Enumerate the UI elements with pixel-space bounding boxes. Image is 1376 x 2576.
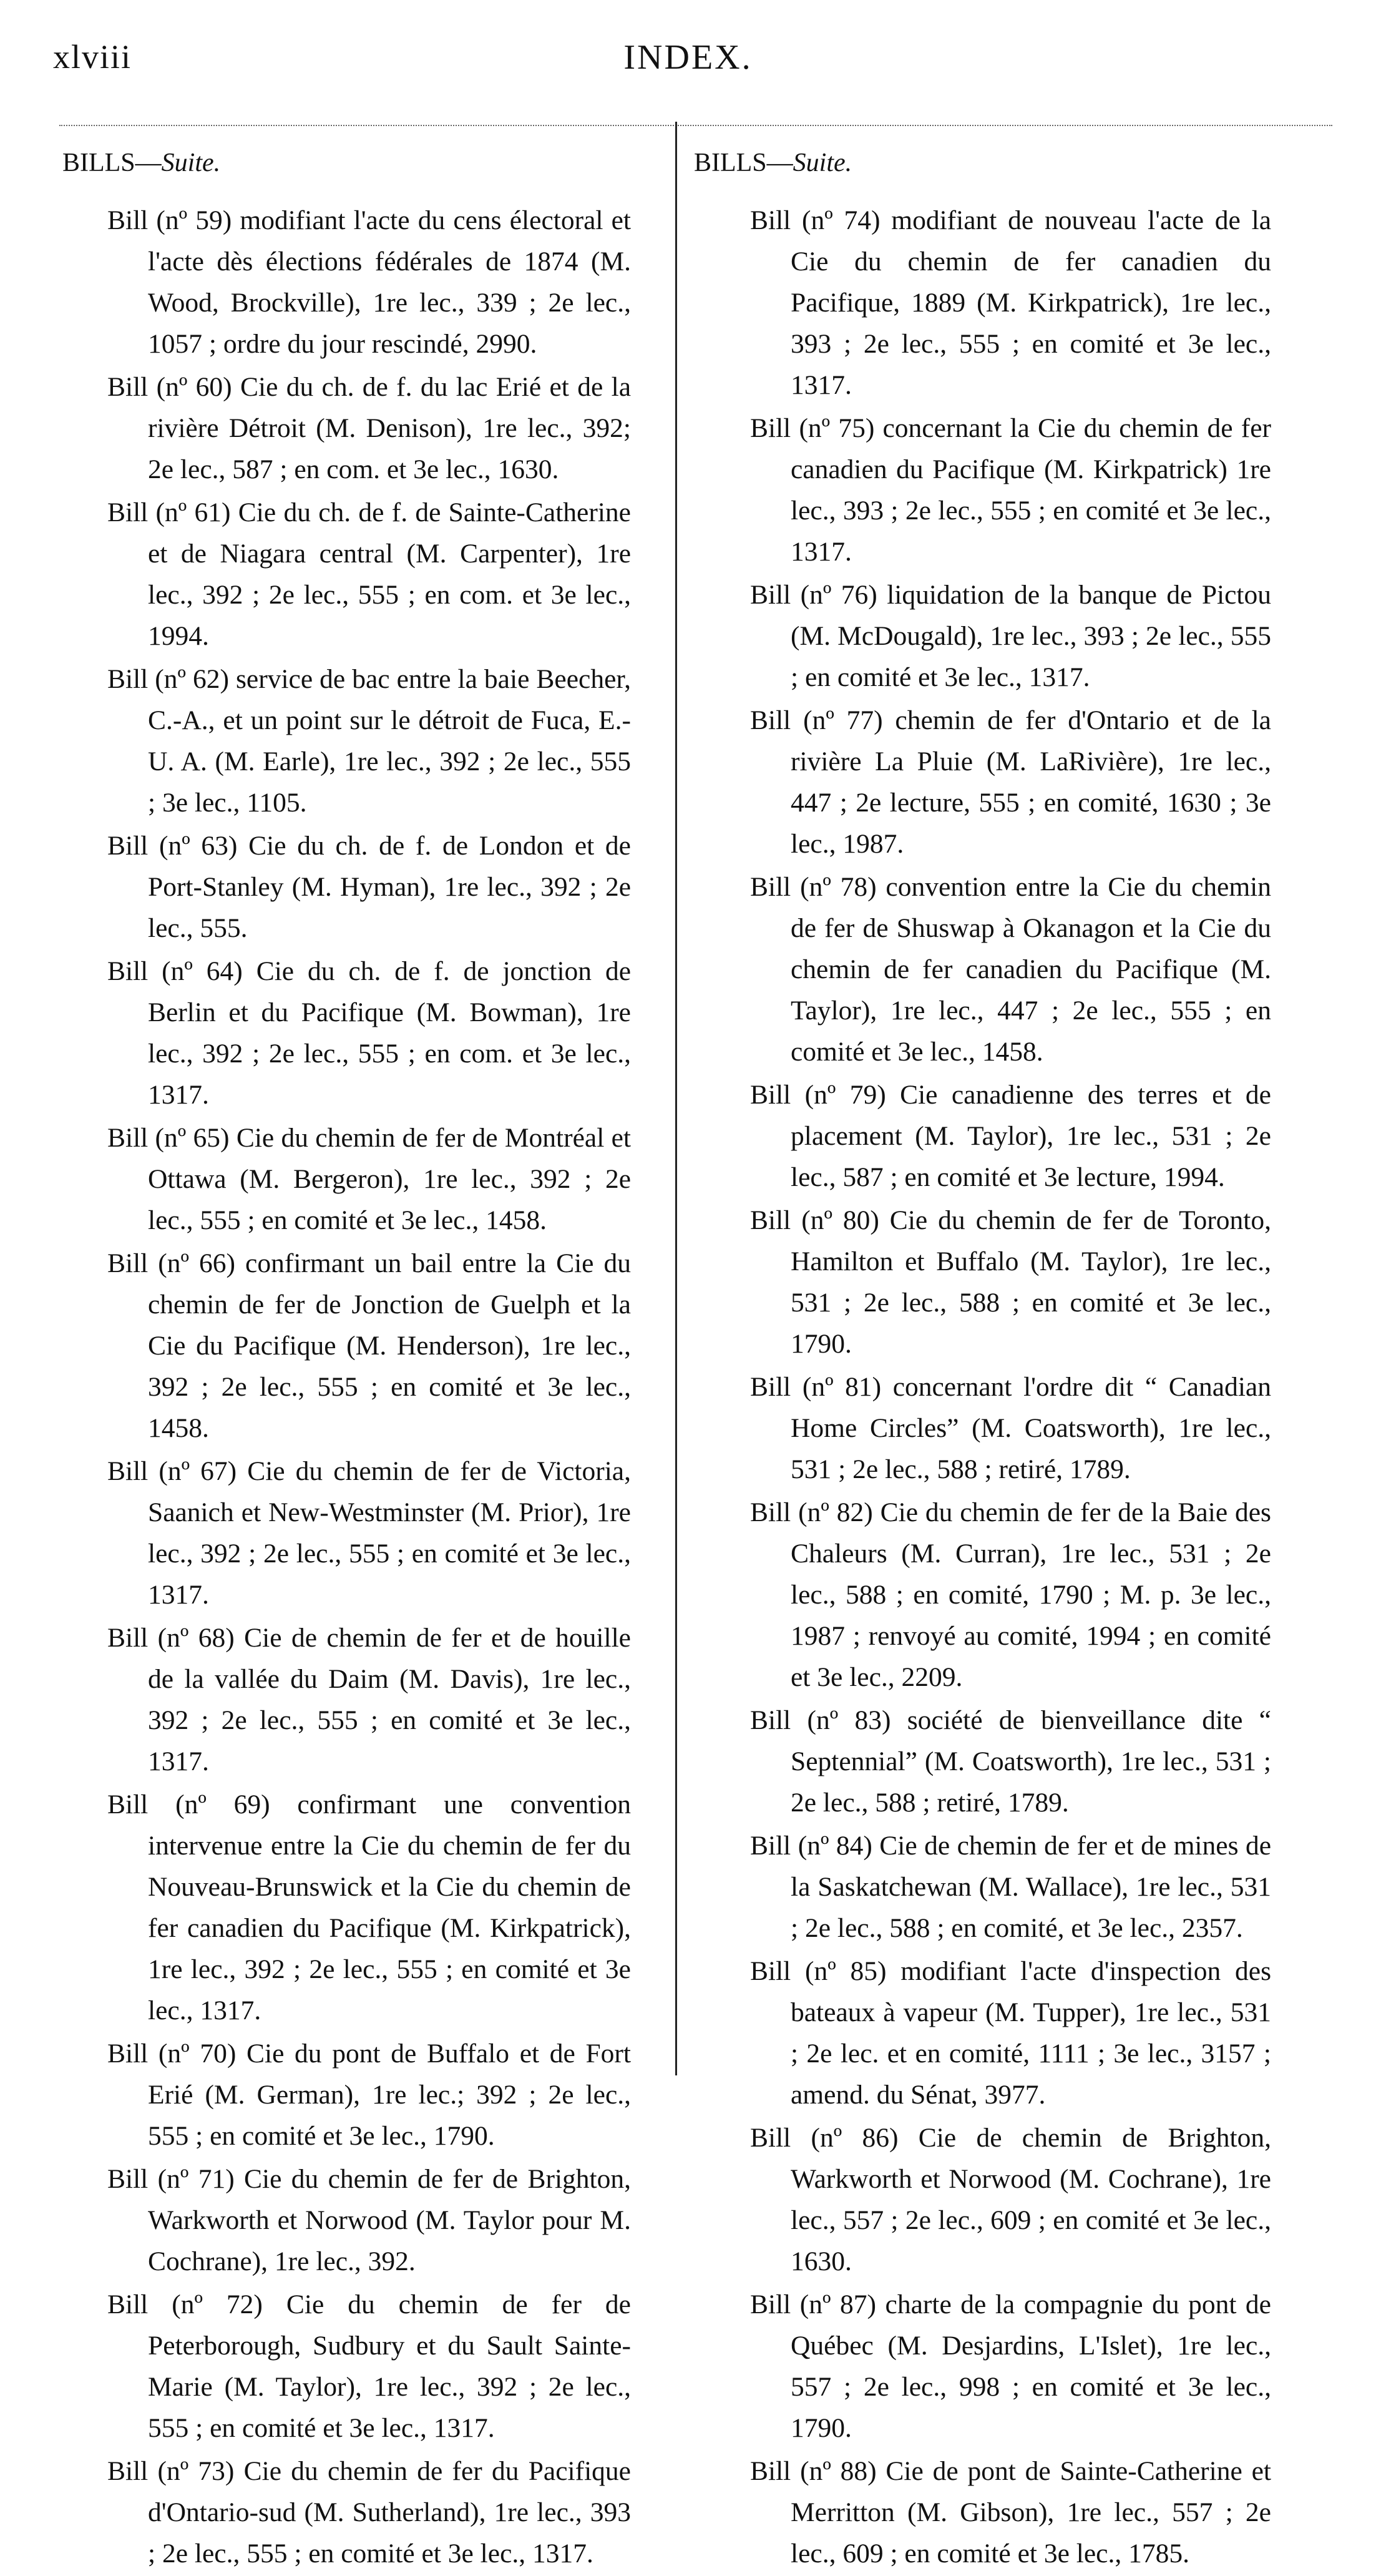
index-entry: Bill (nº 72) Cie du chemin de fer de Peterborough, Sudbury et du Sault Sainte-Marie (M. Taylor), 1re lec., 392 ; 2e lec., 555 ; en comité et 3e lec., 1317.: [107, 2290, 631, 2443]
index-entry: Bill (nº 67) Cie du chemin de fer de Victoria, Saanich et New-Westminster (M. Prior), 1re lec., 392 ; 2e lec., 555 ; en comité et 3e lec., 1317.: [107, 1456, 631, 1610]
index-entry: Bill (nº 68) Cie de chemin de fer et de houille de la vallée du Daim (M. Davis), 1re lec., 392 ; 2e lec., 555 ; en comité et 3e lec., 1317.: [107, 1623, 631, 1776]
index-entry: Bill (nº 87) charte de la compagnie du pont de Québec (M. Desjardins, L'Islet), 1re lec., 557 ; 2e lec., 998 ; en comité et 3e lec., 1790.: [750, 2290, 1271, 2443]
index-entry: Bill (nº 60) Cie du ch. de f. du lac Erié et de la rivière Détroit (M. Denison), 1re lec., 392; 2e lec., 587 ; en com. et 3e lec., 1630.: [107, 372, 631, 484]
index-entry: Bill (nº 59) modifiant l'acte du cens électoral et l'acte dès élections fédérales de 1874 (M. Wood, Brockville), 1re lec., 339 ; 2e lec., 1057 ; ordre du jour rescindé, 2990.: [107, 205, 631, 359]
index-entry: Bill (nº 61) Cie du ch. de f. de Sainte-Catherine et de Niagara central (M. Carpenter), 1re lec., 392 ; 2e lec., 555 ; en com. et 3e lec., 1994.: [107, 497, 631, 651]
index-entry: Bill (nº 73) Cie du chemin de fer du Pacifique d'Ontario-sud (M. Sutherland), 1re lec., 393 ; 2e lec., 555 ; en comité et 3e lec., 1317.: [107, 2456, 631, 2569]
column-divider: [675, 122, 677, 2075]
index-entry: Bill (nº 85) modifiant l'acte d'inspection des bateaux à vapeur (M. Tupper), 1re lec., 531 ; 2e lec. et en comité, 1111 ; 3e lec., 3157 ; amend. du Sénat, 3977.: [750, 1956, 1271, 2110]
index-entry: Bill (nº 70) Cie du pont de Buffalo et de Fort Erié (M. German), 1re lec.; 392 ; 2e lec., 555 ; en comité et 3e lec., 1790.: [107, 2039, 631, 2151]
index-entry: Bill (nº 78) convention entre la Cie du chemin de fer de Shuswap à Okanagon et la Cie du chemin de fer canadien du Pacifique (M. Taylor), 1re lec., 447 ; 2e lec., 555 ; en comité et 3e lec., 1458.: [750, 872, 1271, 1067]
page-title: INDEX.: [623, 38, 753, 77]
index-entry: Bill (nº 66) confirmant un bail entre la Cie du chemin de fer de Jonction de Guelph et la Cie du Pacifique (M. Henderson), 1re lec., 392 ; 2e lec., 555 ; en comité et 3e lec., 1458.: [107, 1248, 631, 1443]
section-suite: Suite.: [161, 149, 221, 177]
index-entry: Bill (nº 82) Cie du chemin de fer de la Baie des Chaleurs (M. Curran), 1re lec., 531 ; 2e lec., 588 ; en comité, 1790 ; M. p. 3e lec., 1987 ; renvoyé au comité, 1994 ; en comité et 3e lec., 2209.: [750, 1497, 1271, 1692]
index-entry: Bill (nº 77) chemin de fer d'Ontario et de la rivière La Pluie (M. LaRivière), 1re lec., 447 ; 2e lecture, 555 ; en comité, 1630 ; 3e lec., 1987.: [750, 705, 1271, 859]
section-suite: Suite.: [793, 149, 852, 177]
index-entry: Bill (nº 86) Cie de chemin de Brighton, Warkworth et Norwood (M. Cochrane), 1re lec., 557 ; 2e lec., 609 ; en comité et 3e lec., 1630.: [750, 2123, 1271, 2276]
page-header: [0, 37, 1376, 87]
index-entry: Bill (nº 83) société de bienveillance dite “ Septennial” (M. Coatsworth), 1re lec., 531 ; 2e lec., 588 ; retiré, 1789.: [750, 1705, 1271, 1818]
index-entry: Bill (nº 62) service de bac entre la baie Beecher, C.-A., et un point sur le détroit de Fuca, E.-U. A. (M. Earle), 1re lec., 392 ; 2e lec., 555 ; 3e lec., 1105.: [107, 664, 631, 818]
section-name: BILLS: [62, 149, 135, 177]
section-heading: BILLS—Suite.: [62, 149, 221, 177]
index-entry: Bill (nº 81) concernant l'ordre dit “ Canadian Home Circles” (M. Coatsworth), 1re lec., 531 ; 2e lec., 588 ; retiré, 1789.: [750, 1372, 1271, 1484]
index-entry: Bill (nº 79) Cie canadienne des terres et de placement (M. Taylor), 1re lec., 531 ; 2e lec., 587 ; en comité et 3e lecture, 1994.: [750, 1080, 1271, 1192]
header-rule: [59, 125, 1332, 126]
index-entry: Bill (nº 71) Cie du chemin de fer de Brighton, Warkworth et Norwood (M. Taylor pour M. Cochrane), 1re lec., 392.: [107, 2164, 631, 2276]
index-entry: Bill (nº 74) modifiant de nouveau l'acte de la Cie du chemin de fer canadien du Pacifique, 1889 (M. Kirkpatrick), 1re lec., 393 ; 2e lec., 555 ; en comité et 3e lec., 1317.: [750, 205, 1271, 400]
index-entry: Bill (nº 75) concernant la Cie du chemin de fer canadien du Pacifique (M. Kirkpatrick) 1re lec., 393 ; 2e lec., 555 ; en comité et 3e lec., 1317.: [750, 413, 1271, 567]
right-column: [694, 142, 1271, 2576]
index-entry: Bill (nº 63) Cie du ch. de f. de London et de Port-Stanley (M. Hyman), 1re lec., 392 ; 2e lec., 555.: [107, 831, 631, 943]
index-entry: Bill (nº 64) Cie du ch. de f. de jonction de Berlin et du Pacifique (M. Bowman), 1re lec., 392 ; 2e lec., 555 ; en com. et 3e lec., 1317.: [107, 956, 631, 1110]
index-entry: Bill (nº 84) Cie de chemin de fer et de mines de la Saskatchewan (M. Wallace), 1re lec., 531 ; 2e lec., 588 ; en comité, et 3e lec., 2357.: [750, 1831, 1271, 1943]
section-heading: BILLS—Suite.: [694, 149, 852, 177]
index-entry: Bill (nº 88) Cie de pont de Sainte-Catherine et Merritton (M. Gibson), 1re lec., 557 ; 2e lec., 609 ; en comité et 3e lec., 1785.: [750, 2456, 1271, 2569]
index-entry: Bill (nº 65) Cie du chemin de fer de Montréal et Ottawa (M. Bergeron), 1re lec., 392 ; 2e lec., 555 ; en comité et 3e lec., 1458.: [107, 1123, 631, 1235]
index-entry: Bill (nº 80) Cie du chemin de fer de Toronto, Hamilton et Buffalo (M. Taylor), 1re lec., 531 ; 2e lec., 588 ; en comité et 3e lec., 1790.: [750, 1205, 1271, 1359]
index-entry: Bill (nº 76) liquidation de la banque de Pictou (M. McDougald), 1re lec., 393 ; 2e lec., 555 ; en comité et 3e lec., 1317.: [750, 580, 1271, 692]
left-column: [62, 142, 640, 2576]
section-name: BILLS: [694, 149, 767, 177]
index-entry: Bill (nº 69) confirmant une convention intervenue entre la Cie du chemin de fer du Nouveau-Brunswick et la Cie du chemin de fer canadien du Pacifique (M. Kirkpatrick), 1re lec., 392 ; 2e lec., 555 ; en comité et 3e lec., 1317.: [107, 1790, 631, 2025]
page-number: xlviii: [53, 38, 132, 76]
